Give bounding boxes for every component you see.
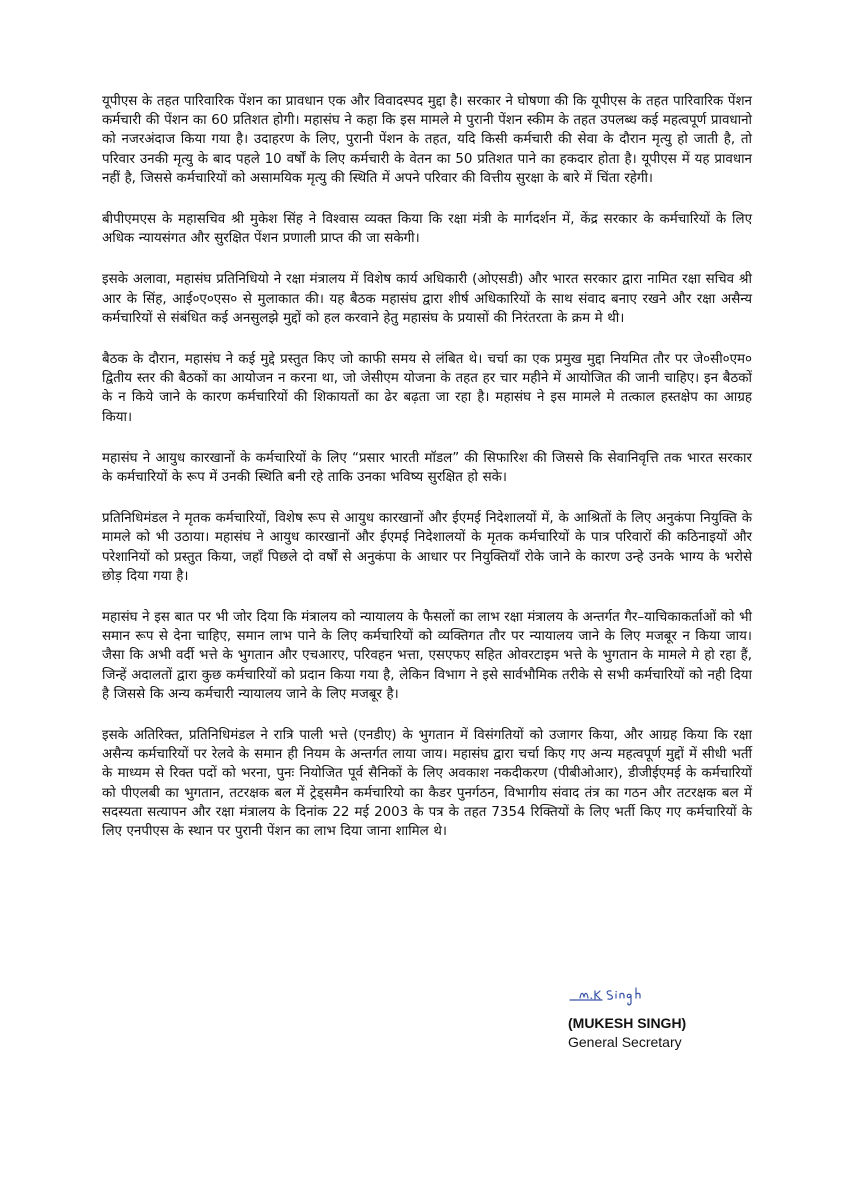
- paragraph-court-benefits: महासंघ ने इस बात पर भी जोर दिया कि मंत्रालय को न्यायालय के फैसलों का लाभ रक्षा मंत्रालय के अन्तर्गत गैर–याचिकाकर्ताओं को भी समान रूप से देना चाहिए, समान लाभ पाने के लिए कर्मचारियों को व्यक्तिगत तौर पर न्यायालय जाने के लिए मजबूर न किया जाय। जैसा कि अभी वर्दी भत्ते के भुगतान और एचआरए, परिवहन भत्ता, एसएफए सहित ओवरटाइम भत्ते के भुगतान के मामले मे हो रहा हैं, जिन्हें अदालतों द्वारा कुछ कर्मचारियों को प्रदान किया गया है, लेकिन विभाग ने इसे सार्वभौमिक तरीके से सभी कर्मचारियों को नही दिया है जिससे कि अन्य कर्मचारी न्यायालय जाने के लिए मजबूर है।: [102, 610, 752, 702]
- paragraph-jcm-meetings: बैठक के दौरान, महासंघ ने कई मुद्दे प्रस्तुत किए जो काफी समय से लंबित थे। चर्चा का एक प्रमुख मुद्दा नियमित तौर पर जे०सी०एम० द्वितीय स्तर की बैठकों का आयोजन न करना था, जो जेसीएम योजना के तहत हर चार महीने में आयोजित की जानी चाहिए। इन बैठकों के न किये जाने के कारण कर्मचारियों की शिकायतों का ढेर बढ़ता जा रहा है। महासंघ ने इस मामले मे तत्काल हस्तक्षेप का आग्रह किया।: [102, 352, 752, 425]
- paragraph-family-pension: यूपीएस के तहत पारिवारिक पेंशन का प्रावधान एक और विवादस्पद मुद्दा है। सरकार ने घोषणा की कि यूपीएस के तहत पारिवारिक पेंशन कर्मचारी की पेंशन का 60 प्रतिशत होगी। महासंघ ने कहा कि इस मामले मे पुरानी पेंशन स्कीम के तहत उपलब्ध कई महत्वपूर्ण प्रावधानो को नजरअंदाज किया गया है। उदाहरण के लिए, पुरानी पेंशन के तहत, यदि किसी कर्मचारी की सेवा के दौरान मृत्यु हो जाती है, तो परिवार उनकी मृत्यु के बाद पहले 10 वर्षों के लिए कर्मचारी के वेतन का 50 प्रतिशत पाने का हकदार होता है। यूपीएस में यह प्रावधान नहीं है, जिससे कर्मचारियों को असामयिक मृत्यु की स्थिति में अपने परिवार की वित्तीय सुरक्षा के बारे में चिंता रहेगी।: [102, 94, 752, 186]
- paragraph-other-issues: इसके अतिरिक्त, प्रतिनिधिमंडल ने रात्रि पाली भत्ते (एनडीए) के भुगतान में विसंगतियों को उजागर किया, और आग्रह किया कि रक्षा असैन्य कर्मचारियों पर रेलवे के समान ही नियम के अन्तर्गत लाया जाय। महासंघ द्वारा चर्चा किए गए अन्य महत्वपूर्ण मुद्दों में सीधी भर्ती के माध्यम से रिक्त पदों को भरना, पुनः नियोजित पूर्व सैनिकों के लिए अवकाश नकदीकरण (पीबीओआर), डीजीईएमई के कर्मचारियों को पीएलबी का भुगतान, तटरक्षक बल में ट्रेड्समैन कर्मचारियो का कैडर पुनर्गठन, विभागीय संवाद तंत्र का गठन और तटरक्षक बल में सदस्यता सत्यापन और रक्षा मंत्रालय के दिनांक 22 मई 2003 के पत्र के तहत 7354 रिक्तियों के लिए भर्ती किए गए कर्मचारियों के लिए एनपीएस के स्थान पर पुरानी पेंशन का लाभ दिया जाना शामिल थे।: [102, 728, 752, 840]
- paragraph-general-secretary-confidence: बीपीएमएस के महासचिव श्री मुकेश सिंह ने विश्वास व्यक्त किया कि रक्षा मंत्री के मार्गदर्शन में, केंद्र सरकार के कर्मचारियों के लिए अधिक न्यायसंगत और सुरक्षित पेंशन प्रणाली प्राप्त की जा सकेगी।: [102, 212, 752, 247]
- signatory-title: General Secretary: [568, 1034, 682, 1050]
- signature-block: [568, 982, 768, 1051]
- signatory-name: (MUKESH SINGH): [568, 1015, 687, 1031]
- handwritten-signature: [568, 982, 663, 1008]
- letter-body: [102, 92, 752, 863]
- paragraph-osd-meeting: इसके अलावा, महासंघ प्रतिनिधियो ने रक्षा मंत्रालय में विशेष कार्य अधिकारी (ओएसडी) और भारत सरकार द्वारा नामित रक्षा सचिव श्री आर के सिंह, आई०ए०एस० से मुलाकात की। यह बैठक महासंघ द्वारा शीर्ष अधिकारियों के साथ संवाद बनाए रखने और रक्षा असैन्य कर्मचारियों से संबंधित कई अनसुलझे मुद्दों को हल करवाने हेतु महासंघ के प्रयासों की निरंतरता के क्रम मे थी।: [102, 272, 752, 326]
- paragraph-compassionate-appointment: प्रतिनिधिमंडल ने मृतक कर्मचारियों, विशेष रूप से आयुध कारखानों और ईएमई निदेशालयों में, के आश्रितों के लिए अनुकंपा नियुक्ति के मामले को भी उठाया। महासंघ ने आयुध कारखानों और ईएमई निदेशालयों के मृतक कर्मचारियों के पात्र परिवारों की कठिनाइयों और परेशानियों को प्रस्तुत किया, जहाँ पिछले दो वर्षों से अनुकंपा के आधार पर नियुक्तियाँ रोके जाने के कारण उन्हे उनके भाग्य के भरोसे छोड़ दिया गया है।: [102, 511, 752, 584]
- paragraph-prasar-bharati-model: महासंघ ने आयुध कारखानों के कर्मचारियों के लिए “प्रसार भारती मॉडल” की सिफारिश की जिससे कि सेवानिवृत्ति तक भारत सरकार के कर्मचारियों के रूप में उनकी स्थिति बनी रहे ताकि उनका भविष्य सुरक्षित हो सके।: [102, 450, 752, 486]
